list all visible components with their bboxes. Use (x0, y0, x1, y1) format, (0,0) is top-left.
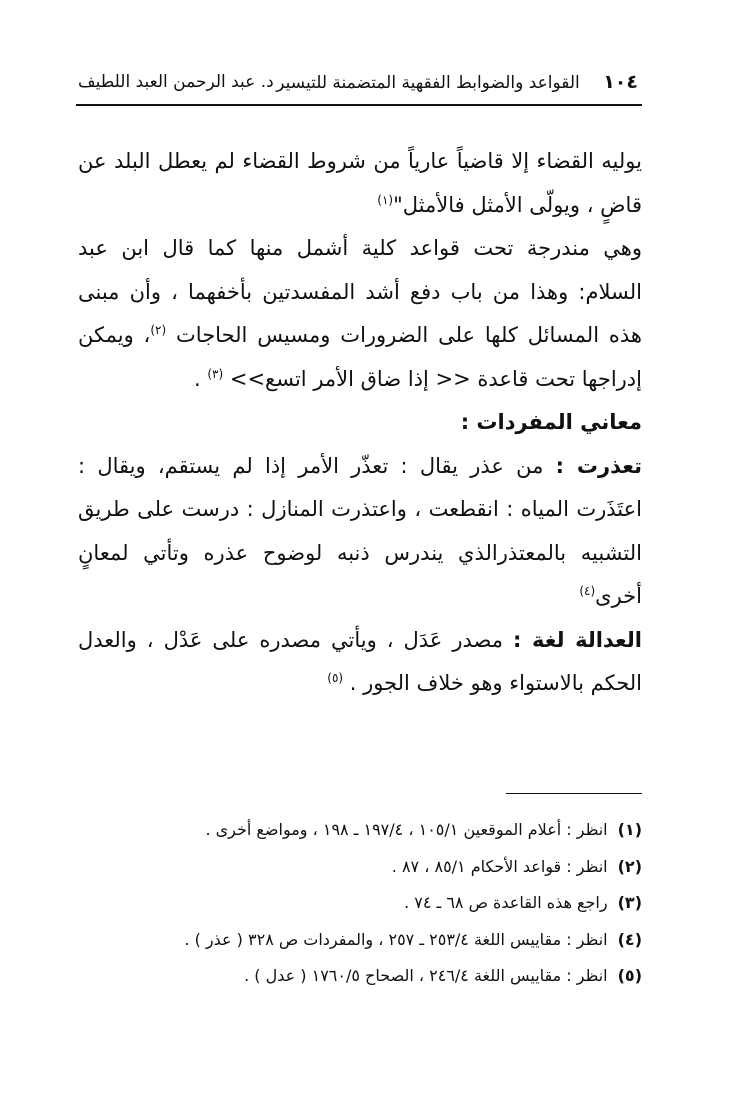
header-author-group (78, 72, 274, 92)
footnote-text: انظر : أعلام الموقعين ١٠٥/١ ، ١٩٧/٤ ـ ١٩٨ ، ومواضع أخرى . (205, 820, 608, 839)
footnotes (78, 812, 642, 995)
term-paragraph-1 (78, 445, 642, 619)
footnote-ref-3: (٣) (207, 366, 224, 381)
footnote-text: انظر : قواعد الأحكام ٨٥/١ ، ٨٧ . (391, 856, 608, 876)
footnote-number: (٥) (617, 966, 642, 985)
quote-paragraph (78, 140, 642, 227)
footnote-ref-2: (٢) (150, 323, 167, 337)
footnote-item (78, 849, 642, 886)
book-title: القواعد والضوابط الفقهية المتضمنة للتيسير (276, 73, 580, 93)
footnote-text: انظر : مقاييس اللغة ٢٤٦/٤ ، الصحاح ١٧٦٠/٥ ( عدل ) . (244, 966, 608, 985)
rules-text-part-1: وهي مندرجة تحت قواعد كلية أشمل منها كما قال ابن عبد السلام: وهذا من باب دفع أشد المفسدتين بأخفهما ، وأن مبنى هذه المسائل كلها على الضرورات ومسيس الحاجات (78, 236, 642, 347)
section-heading: معاني المفردات : (460, 410, 642, 434)
main-text (78, 140, 642, 706)
footnote-ref-5: (٥) (327, 671, 344, 685)
footnote-number: (٢) (617, 856, 642, 876)
header-divider (76, 104, 642, 106)
footnote-number: (٤) (617, 929, 642, 949)
footnote-item (78, 812, 642, 849)
page-number: ١٠٤ (603, 71, 638, 93)
running-header (78, 66, 638, 98)
footnote-number: (١) (617, 820, 642, 839)
footnote-item (78, 885, 642, 922)
footnote-ref-1: (١) (377, 192, 394, 207)
footnote-text: راجع هذه القاعدة ص ٦٨ ـ ٧٤ . (404, 893, 608, 912)
author-name: د. عبد الرحمن العبد اللطيف (78, 72, 274, 92)
term-paragraph-2 (78, 619, 642, 706)
footnote-item (78, 922, 642, 959)
footnote-number: (٣) (617, 893, 642, 912)
footnote-divider (506, 793, 642, 794)
header-title-group (276, 71, 638, 93)
footnote-item (78, 958, 642, 995)
footnote-text: انظر : مقاييس اللغة ٢٥٣/٤ ـ ٢٥٧ ، والمفردات ص ٣٢٨ ( عذر ) . (184, 929, 608, 949)
quote-text: يوليه القضاء إلا قاضياً عارياً من شروط القضاء لم يعطل البلد عن قاضٍ ، ويولّى الأمثل فالأمثل" (78, 149, 642, 217)
term-label-2: العدالة لغة : (512, 627, 642, 652)
rules-text-part-2: ، ويمكن إدراجها تحت قاعدة << إذا ضاق الأمر اتسع>> (78, 323, 642, 391)
rules-paragraph (78, 227, 642, 401)
term-text-1: من عذر يقال : تعذّر الأمر إذا لم يستقم، ويقال : اعتَذَرت المياه : انقطعت ، واعتذرت المنازل : درست على طريق التشبيه بالمعتذرالذي يندرس ذنبه لوضوح عذره وتأتي لمعانٍ أخرى (78, 453, 642, 608)
term-text-2: مصدر عَدَل ، ويأتي مصدره على عَدْل ، والعدل الحكم بالاستواء وهو خلاف الجور . (78, 627, 642, 695)
rules-text-part-3: . (194, 366, 208, 391)
footnote-ref-4: (٤) (579, 584, 596, 598)
term-label-1: تعذرت : (555, 453, 642, 478)
